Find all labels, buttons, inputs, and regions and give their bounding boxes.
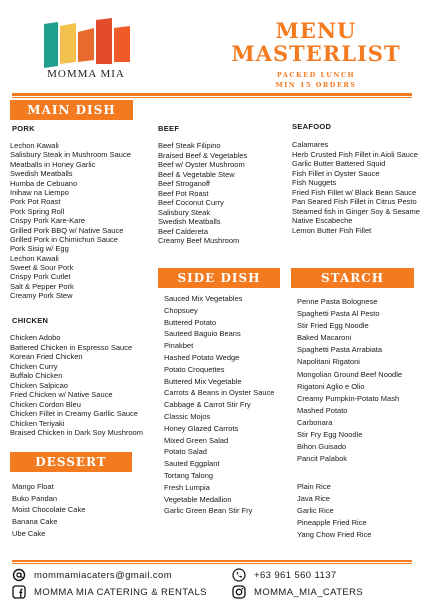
list-item: Mango Float — [12, 482, 54, 491]
list-item: Humba de Cebuano — [10, 178, 78, 188]
list-item: Cabbage & Carrot Stir Fry — [164, 400, 251, 410]
list-item: Stir Fried Egg Noodle — [297, 321, 369, 331]
list-item: Potato Salad — [164, 447, 207, 457]
list-item: Beef & Vegetable Stew — [158, 169, 235, 179]
contact-instagram[interactable] — [232, 585, 363, 599]
list-item: Chicken Curry — [10, 361, 58, 371]
divider-top-thin — [12, 97, 412, 98]
list-item: Chopsuey — [164, 305, 198, 315]
list-item: Swedish Meatballs — [158, 217, 221, 226]
list-item: Moist Chocolate Cake — [12, 505, 86, 515]
facebook-icon — [12, 585, 26, 599]
list-item: Creamy Pumpkin-Potato Mash — [297, 393, 400, 403]
chicken-list — [10, 333, 143, 438]
list-item: Salisbury Steak in Mushroom Sauce — [10, 150, 131, 160]
list-item: Napolitani Rigatoni — [297, 357, 360, 367]
starch-banner: STARCH — [291, 268, 414, 288]
list-item: Creamy Pork Stew — [10, 291, 73, 301]
list-item: Fried Fish Fillet w/ Black Bean Sauce — [292, 187, 417, 197]
seafood-list — [292, 140, 420, 235]
menu-title-line2: MASTERLIST — [231, 41, 401, 66]
side-dish-list — [164, 293, 274, 517]
list-item: Braised Chicken in Dark Soy Mushroom — [10, 428, 143, 437]
list-item: Fried Chicken w/ Native Sauce — [10, 390, 113, 399]
list-item: Braised Beef & Vegetables — [158, 150, 248, 160]
list-item: Crispy Pork Cutlet — [10, 272, 71, 282]
list-item: Pork Spring Roll — [10, 206, 65, 216]
divider-bottom — [12, 560, 412, 562]
contact-email[interactable] — [12, 568, 172, 582]
beef-heading: BEEF — [158, 124, 180, 133]
list-item: Calamares — [292, 140, 329, 149]
list-item: Crispy Pork Kare-Kare — [10, 216, 86, 226]
side-dish-banner: SIDE DISH — [158, 268, 280, 288]
list-item: Beef Pot Roast — [158, 188, 209, 198]
list-item: Bihon Guisado — [297, 442, 347, 452]
email-icon — [12, 568, 26, 582]
list-item: Swedish Meatballs — [10, 169, 73, 179]
list-item: Pancit Palabok — [297, 454, 348, 464]
list-item: Fish Nuggets — [292, 178, 337, 187]
brand-name: MOMMA MIA — [47, 68, 125, 80]
list-item: Meatballs in Honey Garlic — [10, 159, 96, 169]
list-item: Beef Stroganoff — [158, 179, 210, 188]
list-item: Chicken Fillet in Creamy Garllic Sauce — [10, 409, 138, 418]
list-item: Mashed Potato — [297, 405, 348, 415]
list-item: Pineapple Fried Rice — [297, 517, 367, 527]
list-item: Salt & Pepper Pork — [10, 281, 74, 291]
menu-subtitle-line2: MIN 15 ORDERS — [275, 81, 357, 89]
list-item: Lechon Kawali — [10, 141, 59, 150]
list-item: Java Rice — [297, 493, 330, 503]
contact-phone[interactable] — [232, 568, 337, 582]
list-item: Buttered Mix Vegetable — [164, 376, 242, 386]
list-item: Herb Crusted Fish Fillet in Aioli Sauce — [292, 149, 418, 159]
list-item: Banana Cake — [12, 517, 58, 527]
list-item: Battered Chicken in Espresso Sauce — [10, 342, 133, 352]
list-item: Spaghetti Pasta Al Pesto — [297, 309, 380, 319]
list-item: Beef w/ Oyster Mushroom — [158, 160, 245, 169]
pork-heading: PORK — [12, 124, 35, 133]
list-item: Chicken Adobo — [10, 333, 61, 342]
list-item: Carrots & Beans in Oyster Sauce — [164, 388, 275, 398]
list-item: Buffalo Chicken — [10, 371, 63, 380]
instagram-icon — [232, 585, 246, 599]
starch-rice-list — [297, 481, 371, 540]
list-item: Fresh Lumpia — [164, 482, 210, 492]
dessert-banner: DESSERT — [10, 452, 132, 472]
list-item: Sauteed Baguio Beans — [164, 329, 241, 339]
list-item: Beef Steak Filipino — [158, 141, 221, 150]
list-item: Lemon Butter Fish Fillet — [292, 225, 372, 235]
list-item: Tortang Talong — [164, 470, 214, 480]
menu-subtitle: PACKED LUNCH — [276, 71, 356, 79]
list-item: Pan Seared Fish Fillet in Citrus Pesto — [292, 197, 417, 206]
list-item: Yang Chow Fried Rice — [297, 529, 372, 539]
chicken-heading: CHICKEN — [12, 316, 49, 325]
facebook-text: MOMMA MIA CATERING & RENTALS — [34, 586, 207, 598]
list-item: Stir Fry Egg Noodle — [297, 430, 363, 440]
list-item: Buttered Potato — [164, 317, 217, 327]
list-item: Hashed Potato Wedge — [164, 352, 240, 362]
list-item: Plain Rice — [297, 482, 331, 491]
list-item: Beef Coconut Curry — [158, 198, 224, 207]
list-item: Mixed Green Salad — [164, 435, 229, 445]
list-item: Korean Fried Chicken — [10, 352, 83, 361]
list-item: Pinakbet — [164, 341, 194, 351]
list-item: Classic Mojos — [164, 411, 211, 421]
starch-pasta-list — [297, 296, 402, 465]
list-item: Creamy Beef Mushroom — [158, 236, 240, 245]
list-item: Inihaw na Liempo — [10, 187, 69, 197]
phone-text: +63 961 560 1137 — [254, 569, 337, 581]
list-item: Native Escabeche — [292, 216, 353, 225]
contact-facebook[interactable] — [12, 585, 207, 599]
list-item: Salisbury Steak — [158, 207, 211, 217]
list-item: Carbonara — [297, 417, 333, 427]
list-item: Garlic Butter Battered Squid — [292, 159, 386, 168]
list-item: Sauced Mix Vegetables — [164, 294, 243, 303]
main-dish-banner: MAIN DISH — [10, 100, 133, 120]
list-item: Fish Fillet in Oyster Sauce — [292, 168, 380, 178]
beef-list — [158, 141, 247, 246]
list-item: Chicken Salpicao — [10, 380, 68, 390]
email-text: mommamiacaters@gmail.com — [34, 569, 173, 581]
dessert-list — [12, 481, 85, 539]
list-item: Grilled Pork in Chimichuri Sauce — [10, 234, 118, 244]
phone-icon — [232, 568, 246, 582]
list-item: Penne Pasta Bolognese — [297, 297, 378, 306]
list-item: Vegetable Medallion — [164, 494, 232, 504]
list-item: Beef Caldereta — [158, 226, 209, 236]
list-item: Steamed fish in Ginger Soy & Sesame — [292, 206, 420, 216]
divider-top — [12, 93, 412, 96]
list-item: Buko Pandan — [12, 493, 58, 503]
list-item: Chicken Cordon Bleu — [10, 399, 81, 409]
list-item: Potato Croquettes — [164, 364, 225, 374]
list-item: Rigatoni Aglio e Olio — [297, 381, 365, 391]
list-item: Garlic Rice — [297, 505, 334, 515]
divider-bottom-thin — [12, 563, 412, 564]
instagram-text: MOMMA_MIA_CATERS — [254, 586, 364, 598]
list-item: Grilled Pork BBQ w/ Native Sauce — [10, 225, 124, 235]
list-item: Garlic Green Bean Stir Fry — [164, 506, 253, 516]
list-item: Lechon Kawali — [10, 253, 59, 263]
list-item: Mongolian Ground Beef Noodle — [297, 369, 403, 379]
list-item: Pork Sisig w/ Egg — [10, 244, 69, 254]
list-item: Sauted Eggplant — [164, 459, 220, 469]
list-item: Spaghetti Pasta Arrabiata — [297, 345, 383, 355]
seafood-heading: SEAFOOD — [292, 122, 332, 131]
pork-list — [10, 141, 131, 301]
list-item: Honey Glazed Carrots — [164, 423, 239, 433]
menu-title: MENU — [275, 18, 357, 43]
list-item: Ube Cake — [12, 528, 46, 538]
list-item: Chicken Teriyaki — [10, 418, 65, 428]
list-item: Sweet & Sour Pork — [10, 263, 74, 273]
list-item: Baked Macaroni — [297, 333, 352, 343]
list-item: Pork Pot Roast — [10, 197, 61, 207]
